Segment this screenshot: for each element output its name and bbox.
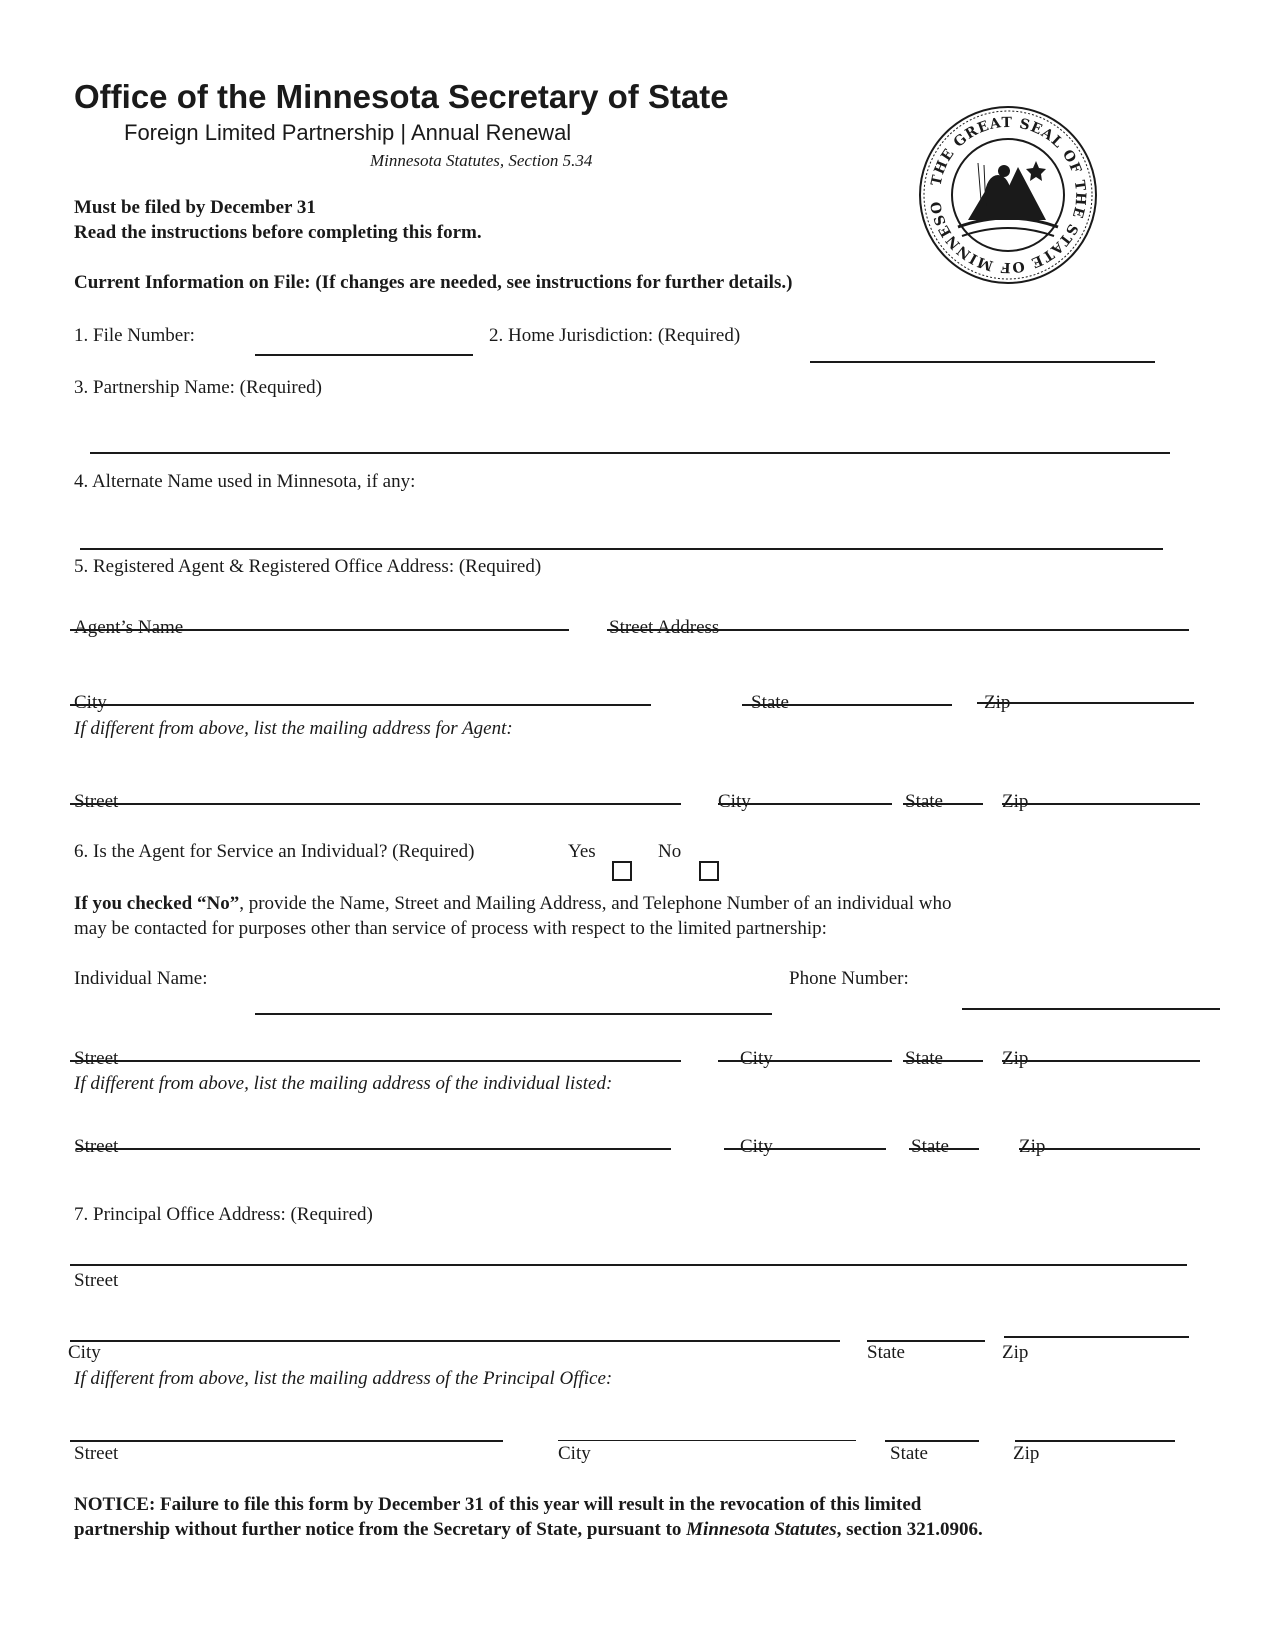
principal-mailing-note: If different from above, list the mailing address of the Principal Office: xyxy=(74,1368,613,1389)
current-info-heading: Current Information on File: (If changes are needed, see instructions for further details.) xyxy=(74,272,793,293)
page-title: Office of the Minnesota Secretary of State xyxy=(74,78,729,115)
principal-office-label: 7. Principal Office Address: (Required) xyxy=(74,1204,373,1225)
agent-individual-question: 6. Is the Agent for Service an Individual? (Required) xyxy=(74,841,475,862)
individual-mailing-zip-caption: Zip xyxy=(1019,1136,1046,1157)
file-number-field[interactable] xyxy=(255,354,473,356)
individual-mailing-zip-field[interactable] xyxy=(1019,1148,1200,1150)
agent-name-caption: Agent’s Name xyxy=(74,617,184,638)
principal-mailing-city-caption: City xyxy=(558,1443,591,1464)
individual-zip-field[interactable] xyxy=(1002,1060,1200,1062)
principal-mailing-state-caption: State xyxy=(890,1443,928,1464)
principal-mailing-zip-field[interactable] xyxy=(1015,1440,1175,1442)
agent-mailing-street-field[interactable] xyxy=(70,803,681,805)
principal-mailing-state-field[interactable] xyxy=(885,1440,979,1442)
principal-street-caption: Street xyxy=(74,1270,119,1291)
svg-text:THE GREAT SEAL OF THE STATE OF: THE GREAT SEAL OF THE STATE OF MINNESO xyxy=(928,114,1089,276)
agent-mailing-zip-field[interactable] xyxy=(1002,803,1200,805)
revocation-notice-line2 xyxy=(74,1519,983,1541)
phone-number-field[interactable] xyxy=(962,1008,1220,1010)
principal-mailing-street-field[interactable] xyxy=(70,1440,503,1442)
principal-state-caption: State xyxy=(867,1342,905,1363)
notice-text-a: partnership without further notice from the Secretary of State, pursuant to xyxy=(74,1519,687,1540)
individual-zip-caption: Zip xyxy=(1002,1048,1029,1069)
instructions-note: Read the instructions before completing this form. xyxy=(74,222,482,243)
if-no-emphasis: If you checked “No” xyxy=(74,893,240,914)
agent-city-caption: City xyxy=(74,692,107,713)
revocation-notice-line1: NOTICE: Failure to file this form by December 31 of this year will result in the revocation of this limited xyxy=(74,1494,922,1515)
principal-city-caption: City xyxy=(68,1342,101,1363)
individual-mailing-street-field[interactable] xyxy=(76,1148,671,1150)
no-checkbox[interactable] xyxy=(699,861,719,881)
principal-zip-caption: Zip xyxy=(1002,1342,1029,1363)
principal-mailing-zip-caption: Zip xyxy=(1013,1443,1040,1464)
individual-city-caption: City xyxy=(740,1048,773,1069)
alternate-name-field[interactable] xyxy=(80,548,1163,550)
agent-mailing-note: If different from above, list the mailing address for Agent: xyxy=(74,718,513,739)
individual-street-field[interactable] xyxy=(70,1060,681,1062)
individual-street-caption: Street xyxy=(74,1048,119,1069)
phone-number-label: Phone Number: xyxy=(789,968,909,989)
filing-deadline: Must be filed by December 31 xyxy=(74,197,316,218)
agent-street-caption: Street Address xyxy=(609,617,720,638)
agent-mailing-street-caption: Street xyxy=(74,791,119,812)
form-subtitle: Foreign Limited Partnership | Annual Renewal xyxy=(124,120,572,145)
if-no-instructions-line1 xyxy=(74,893,951,915)
agent-zip-caption: Zip xyxy=(984,692,1011,713)
individual-mailing-note: If different from above, list the mailing address of the individual listed: xyxy=(74,1073,613,1094)
individual-mailing-city-caption: City xyxy=(740,1136,773,1157)
partnership-name-label: 3. Partnership Name: (Required) xyxy=(74,377,322,398)
individual-mailing-state-caption: State xyxy=(911,1136,949,1157)
statute-reference: Minnesota Statutes, Section 5.34 xyxy=(370,151,593,170)
if-no-instructions-line2: may be contacted for purposes other than service of process with respect to the limited partnership: xyxy=(74,918,827,939)
no-label: No xyxy=(658,841,682,862)
file-number-label: 1. File Number: xyxy=(74,325,195,346)
principal-mailing-street-caption: Street xyxy=(74,1443,119,1464)
agent-mailing-city-caption: City xyxy=(718,791,751,812)
yes-label: Yes xyxy=(568,841,596,862)
registered-agent-label: 5. Registered Agent & Registered Office Address: (Required) xyxy=(74,556,542,577)
agent-city-field[interactable] xyxy=(70,704,651,706)
partnership-name-field[interactable] xyxy=(90,452,1170,454)
principal-street-field[interactable] xyxy=(70,1264,1187,1266)
individual-name-field[interactable] xyxy=(255,1013,772,1015)
agent-mailing-state-caption: State xyxy=(905,791,943,812)
yes-checkbox[interactable] xyxy=(612,861,632,881)
alternate-name-label: 4. Alternate Name used in Minnesota, if any: xyxy=(74,471,416,492)
if-no-text: , provide the Name, Street and Mailing Address, and Telephone Number of an individual who xyxy=(239,893,952,914)
individual-mailing-street-caption: Street xyxy=(74,1136,119,1157)
state-seal-logo xyxy=(918,105,1098,285)
notice-statute-title: Minnesota Statutes xyxy=(686,1519,837,1540)
principal-zip-field[interactable] xyxy=(1004,1336,1189,1338)
agent-state-caption: State xyxy=(751,692,789,713)
home-jurisdiction-label: 2. Home Jurisdiction: (Required) xyxy=(489,325,741,346)
principal-mailing-city-field[interactable] xyxy=(558,1440,856,1441)
individual-state-caption: State xyxy=(905,1048,943,1069)
principal-city-field[interactable] xyxy=(70,1340,840,1342)
home-jurisdiction-field[interactable] xyxy=(810,361,1155,363)
individual-name-label: Individual Name: xyxy=(74,968,208,989)
notice-text-b: , section 321.0906. xyxy=(836,1519,983,1540)
agent-mailing-zip-caption: Zip xyxy=(1002,791,1029,812)
